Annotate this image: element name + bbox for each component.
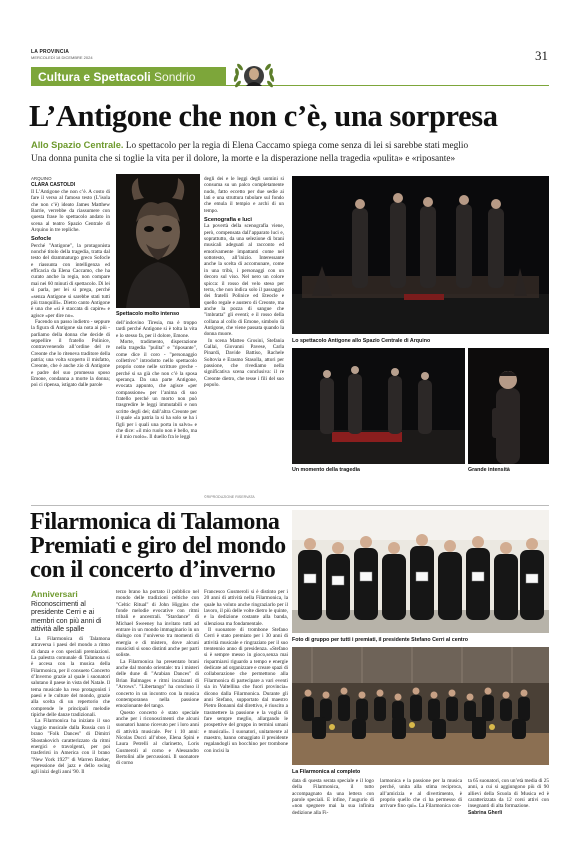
section-main: Cultura e Spettacoli <box>38 70 151 84</box>
section-place: Sondrio <box>154 70 196 84</box>
story2-headline-line1: Filarmonica di Talamona <box>30 509 280 535</box>
story2-column-3 <box>204 589 288 831</box>
story1-copyright: ©RIPRODUZIONE RISERVATA <box>204 495 255 499</box>
masthead-date: MERCOLEDÌ 18 DICEMBRE 2024 <box>31 55 93 60</box>
story2-column-6 <box>468 778 549 832</box>
story1-photo-intensity <box>468 348 549 464</box>
story1-deck1-text: Lo spettacolo per la regia di Elena Caccamo spiega come senza di lei si sarebbe stati meglio <box>125 141 469 151</box>
story2-col2-p2: La Filarmonica ha presentato brani anche dal mondo orientale: tra i misteri delle dune di "Arabian Dances" di Brian Balmages e ritmi incalzanti di "Arrows". "Libertango" ha concluso il concerto in un incontro con la musica contemporanea nella passione emozionante del tango. <box>116 658 199 710</box>
story2-headline <box>30 510 292 582</box>
story1-col3-p1: degli dei e le leggi degli uomini si consuma su un palco completamente nudo, fatto eccetto per due sedie ai lati e una struttura tubolare sul fondo che emula il tempio e archi di un tempo. <box>204 176 284 214</box>
story2-side-kicker: Anniversari <box>31 589 78 599</box>
story2-signature-label: Sabrina Gherli <box>468 809 503 816</box>
story2-photo-orchestra <box>292 647 549 765</box>
story2-col1-p1: La Filarmonica di Talamona attraversa i paesi del mondo a ritmo di danza e con speciali premiazioni. La palestra comunale di Talamona si è accesa con la musica della Filarmonica, per il consueto Concerto d’Inverno grazie al quale i suonatori salutano il paese in vista del Natale. Il tema musicale ha reso protagonisti i paesi e le culture del mondo, grazie alla scelta di un repertorio che comprende le principali melodie tipiche delle danze tradizionali. <box>31 636 110 719</box>
story1-deck1 <box>31 140 551 151</box>
story2-column-2 <box>116 589 199 831</box>
story1-deck2: Una donna punita che si toglie la vita per il dolore, la morte e la disperazione nella tragedia «pulita» e «riposante» <box>31 154 456 164</box>
laurel-portrait-emblem <box>229 60 279 94</box>
story2-photo1-caption: Foto di gruppo per tutti i premiati, il presidente Stefano Cerri al centro <box>292 637 468 643</box>
story1-subhead-sofocle: Sofocle <box>31 236 52 243</box>
story2-col4-p1: data di questa serata speciale e il logo della Filarmonica, il tutto accompagnato da una lettera con parole speciali. E infine, l’augurio di «non spegnere mai la sua infinita dedizione alla Fi- <box>292 778 374 816</box>
story2-side-text: Riconoscimenti al presidente Cerri e ai membri con più anni di attività alle spalle <box>31 601 102 634</box>
story2-headline-line2: Premiati e giro del mondo <box>30 533 286 559</box>
story1-subhead-scenografia: Scenografia e luci <box>204 217 252 224</box>
story2-column-4 <box>292 778 374 832</box>
story1-dateline: ARQUINO <box>31 176 52 181</box>
story2-headline-line3: con il concerto d’inverno <box>30 557 276 583</box>
story1-col3-p3: In scena Matteo Grosini, Stefania Gallai, Giovanni Pavese, Carla Pinardi, Davide Battiso, Rachele Soltovia e Erasmo Stasolla, attori per passione, che rivediamo nella significativa scena conclusiva: il re Creonte dietro, che tesse i fili del suo popolo. <box>204 337 284 388</box>
story1-headline: L’Antigone che non c’è, una sorpresa <box>29 99 498 133</box>
story1-col2-p2: Morte, tradimento, disperazione nella tragedia "pulita" e "riposante", come dice il coro - "personaggio collettivo" introdotto nello spettacolo proprio come nelle scritture greche - perché si sa già che non c’è la sposa sperança. Da una parte Antigone, evocata appunto, che agisce «per compassione» per l’anima di suo fratello perché un morto non può trasgredire le leggi immutabili e non scritte degli dei; dall’altra Creonte per il quale «la patria la si ha solo se ha i figli per i quali una porta in salvo» e che dice: «il mio ruolo non è bello, ma è il mio ruolo». Il duello fra le leggi <box>116 339 197 441</box>
story1-photo-tragedy <box>292 348 465 464</box>
story1-col1-p3: Facendo un passo indietro - seppure la figura di Antigone sia nota ai più - parliamo della donna che decide di seppellire il fratello Polinice, contravvenendo all’ordine del re Creonte che lo riteneva traditore della patria; una volta scoperto il misfatto, Creonte, che è anche zio di Antigone e padre del suo promesso sposo Emone, condanna a morte la donna; poi ci ripensa, istigato dalle parole <box>31 318 110 389</box>
story1-photo2-caption: Lo spettacolo Antigone allo Spazio Centrale di Arquino <box>292 338 431 344</box>
story1-photo-mask <box>116 174 200 308</box>
story1-col3-p2: La povertà della scenografia viene, però, compensata dall’apparato luci e, soprattutto, da una selezione di brani musicali adeguati al racconto ed emotivamente impattanti come nel sottotesto, all’inizio. Interessante anche la scelta di accomunare, come in una tribù, i personaggi con un decoro sul viso. Nel nero un colore spicca: il rosso del velo steso per terra, che non indica solo il passaggio dei fratelli Polinice ed Eteocle e quello regale e austero di Creonte, ma anche la pozza di sangue che "imbratta" gli eventi; e il rosso della collana al collo di Emone, simbolo di Antigone, che viene passata quando la donna muore. <box>204 223 284 338</box>
story1-photo1-caption: Spettacolo molto intenso <box>116 311 180 317</box>
story2-column-5 <box>380 778 462 832</box>
story2-signature <box>468 810 549 816</box>
story1-author: CLARA CASTOLDI <box>31 182 76 188</box>
masthead-paper: LA PROVINCIA <box>31 49 70 55</box>
story2-col1-p2: La Filarmonica ha iniziato il suo viaggio musicale dalla Russia con il brano "Folk Dances" di Dimitri Shostakovich caratterizzato da ritmi energici e travolgenti, per poi trasferirsi in America con il brano "New York 1927" di Warren Barker, espressione del jazz e dello swing agli inizi degli anni '90. Il <box>31 718 110 776</box>
story-divider <box>31 505 549 506</box>
story1-photo3-caption: Un momento della tragedia <box>292 467 360 473</box>
story2-col3-p1: Francesco Gusmeroli si è distinto per i 20 anni di attività nella Filarmonica, la quale ha voluto anche ringraziarlo per il lavoro, il più delle volte dietro le quinte, e la dedizione costante alla banda, silenziosa ma fondamentale. <box>204 589 288 627</box>
story1-col1-p2: Perché "Antigone", la protagonista nonché titolo della tragedia, tratta dal testo del drammaturgo greco Sofocle e riassunta con intelligenza ed efficacia da Elena Caccamo, che ha curato anche la regia, non compare mai nei 60 minuti di spettacolo. Di lei si parla, per lei si prega, perché «senza Antigone si sarebbe stati tutti più tranquilli». Dietro canto Antigone è una che «si è staccata di capire» e agisce «per dire no». <box>31 242 110 319</box>
story2-col2-p1: terzo brano ha portato il pubblico nel mondo delle tradizioni celtiche con "Celtic Ritual" di John Higgins che fonde melodie evocative con ritmi tribali e ancestrali. "Stardance" di Michael Sweeney ha invitato tutti ad entrare in un mondo immaginario in un dialogo con l’universo tra momenti di energia e di mistero, dove alcuni musicisti si sono distinti anche per parti soliste. <box>116 589 199 659</box>
story2-col5-p1: larmonica e la passione per la musica perché, unita alla stima reciproca, all’amicizia e al divertimento, è proprio quello che ci ha permesso di arrivare fino qui». La Filarmonica con- <box>380 778 462 810</box>
story2-col3-p2: Il suonatore di trombone Stefano Cerri è stato premiato per i 30 anni di attività musicale e ringraziato per il suo trentennio anno di presidenza. «Stefano si è sempre messo in gioco,senza mai risparmiarsi riguardo a tempo e energie dedicate ad organizzare e creare spazi di collaborazione che permettono alla Filarmonica di partecipare a vari eventi sia in Valtellina che fuori provincia» dicono dalla Filarmonica. Durante gli anni Stefano, supportato dal maestro Pietro Bonanni dal direttivo, è riuscito a trasmettere la passione e la voglia di fare sempre meglio, allargando le prospettive del gruppo in termini umani e musicali». I suonatori, unitamente al maestro, hanno omaggiato il presidente regalandogli un bocchino per trombone con incisi la <box>204 627 288 754</box>
story2-col2-p3: Questo concerto è stato speciale anche per i riconoscimenti che alcuni suonatori hanno ricevuto per i loro anni di attività musicale. Per i 10 anni: Nicolas Ducci all’oboe, Elena Spini e Laura Petrelli al clarinetto, Loris Gusmeroli al corno e Alessandro Bertolini alle percussioni. Il suonatore di corno <box>116 709 199 767</box>
story2-photo2-caption: La Filarmonica al completo <box>292 769 361 775</box>
story1-column-1 <box>31 189 110 501</box>
story1-col1-p1: Il L’Antigone che non c’è. A costo di fare il verso al famoso testo (L’isola che non c’è) ideato James Matthew Barrie, verrebbe da riassumere con questa frase lo spettacolo andato in scena al teatro Spazio Centrale di Arquino in tre repliche. <box>31 189 110 234</box>
story2-column-1 <box>31 636 110 831</box>
story1-kicker: Allo Spazio Centrale. <box>31 140 124 150</box>
story1-column-2 <box>116 320 197 501</box>
story1-photo4-caption: Grande intensità <box>468 467 510 473</box>
page-number: 31 <box>535 48 548 63</box>
story1-col2-p1: dell’indovino Tiresia, ma è troppo tardi perché Antigone si è tolta la vita e lo stesso fa, per il dolore, Emone. <box>116 320 197 339</box>
section-title <box>38 70 195 84</box>
story2-col6-p1: ta 65 suonatori, con un’età media di 25 anni, a cui si aggiungono più di 90 allievi della Scuola di Musica ed è caratterizzata da 12 corsi attivi con insegnanti di alta formazione. <box>468 778 549 810</box>
story1-column-3 <box>204 176 284 494</box>
story1-photo-stage <box>292 176 549 334</box>
story2-photo-group <box>292 510 549 633</box>
